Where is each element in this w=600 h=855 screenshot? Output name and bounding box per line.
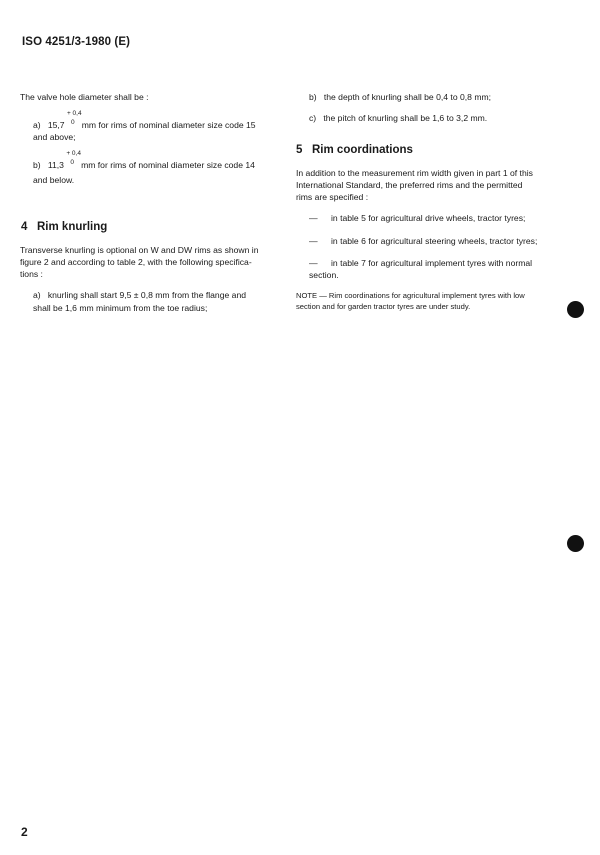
item-a-text2: and above;: [33, 132, 76, 142]
knurl-item-b-text: the depth of knurling shall be 0,4 to 0,8 mm;: [323, 92, 492, 102]
knurl-item-c: [309, 112, 487, 124]
section-4-heading: [21, 221, 107, 233]
section-5-heading: [296, 144, 413, 156]
knurl-item-a: [33, 289, 246, 301]
binding-hole-mark: [567, 535, 584, 552]
item-a-tolerance: [66, 110, 82, 128]
section-4-number: 4: [21, 221, 28, 233]
page-number: 2: [21, 825, 28, 839]
note-line2: section and for garden tractor tyres are under study.: [296, 302, 471, 311]
document-code: ISO 4251/3-1980 (E): [22, 36, 131, 48]
knurl-item-b-label: b): [309, 92, 317, 102]
item-a-tol-upper: + 0,4: [66, 110, 82, 117]
knurl-item-a-line2: shall be 1,6 mm minimum from the toe radius;: [33, 303, 208, 313]
knurl-item-a-line1: knurling shall start 9,5 ± 0,8 mm from the flange and: [47, 290, 247, 300]
section-4-para-line2: figure 2 and according to table 2, with the following specifica-: [20, 257, 252, 267]
item-b-value: 11,3: [47, 160, 64, 170]
section-4-title: Rim knurling: [37, 221, 108, 233]
note-line1: NOTE — Rim coordinations for agricultural implement tyres with low: [296, 291, 525, 300]
section-5-title: Rim coordinations: [312, 144, 413, 156]
section-5-note: [296, 290, 581, 312]
section-4-para-line1: Transverse knurling is optional on W and DW rims as shown in: [20, 245, 259, 255]
item-b-tol-upper: + 0,4: [66, 150, 81, 157]
coord-list-text-2: in table 6 for agricultural steering wheels, tractor tyres;: [331, 236, 538, 246]
valve-intro: The valve hole diameter shall be :: [20, 92, 149, 102]
section-5-number: 5: [296, 144, 303, 156]
section-4-paragraph: [20, 244, 275, 280]
item-b-text1: mm for rims of nominal diameter size code 14: [81, 160, 255, 170]
section-5-paragraph: [296, 167, 581, 203]
item-a-label: a): [33, 120, 41, 130]
binding-hole-mark: [567, 301, 584, 318]
list-dash: —: [309, 258, 318, 268]
knurl-item-a-label: a): [33, 290, 41, 300]
section-5-para-line3: rims are specified :: [296, 192, 369, 202]
item-b-tol-lower: 0: [70, 159, 74, 166]
list-dash: —: [309, 213, 318, 223]
list-dash: —: [309, 236, 318, 246]
item-a-value: 15,7: [47, 120, 65, 130]
item-b-label: b): [33, 160, 41, 170]
valve-item-b: [33, 150, 255, 171]
knurl-item-b: [309, 91, 491, 103]
section-5-para-line2: International Standard, the preferred rims and the permitted: [296, 180, 523, 190]
section-4-para-line3: tions :: [20, 269, 43, 279]
knurl-item-c-text: the pitch of knurling shall be 1,6 to 3,2 mm.: [323, 113, 488, 123]
section-5-para-line1: In addition to the measurement rim width given in part 1 of this: [296, 168, 533, 178]
coord-list-text-3-line1: in table 7 for agricultural implement tyres with normal: [331, 258, 533, 268]
coord-list-item-2: [309, 235, 537, 247]
coord-list-text-3-line2: section.: [309, 270, 339, 280]
item-b-text2: and below.: [33, 175, 75, 185]
knurl-item-c-label: c): [309, 113, 317, 123]
coord-list-text-1: in table 5 for agricultural drive wheels, tractor tyres;: [331, 213, 526, 223]
coord-list-item-3: [309, 257, 532, 269]
item-b-tolerance: [66, 150, 81, 168]
item-a-text1: mm for rims of nominal diameter size code 15: [81, 120, 256, 130]
item-a-tol-lower: 0: [70, 119, 75, 126]
valve-item-a: [33, 110, 256, 131]
coord-list-item-1: [309, 212, 525, 224]
